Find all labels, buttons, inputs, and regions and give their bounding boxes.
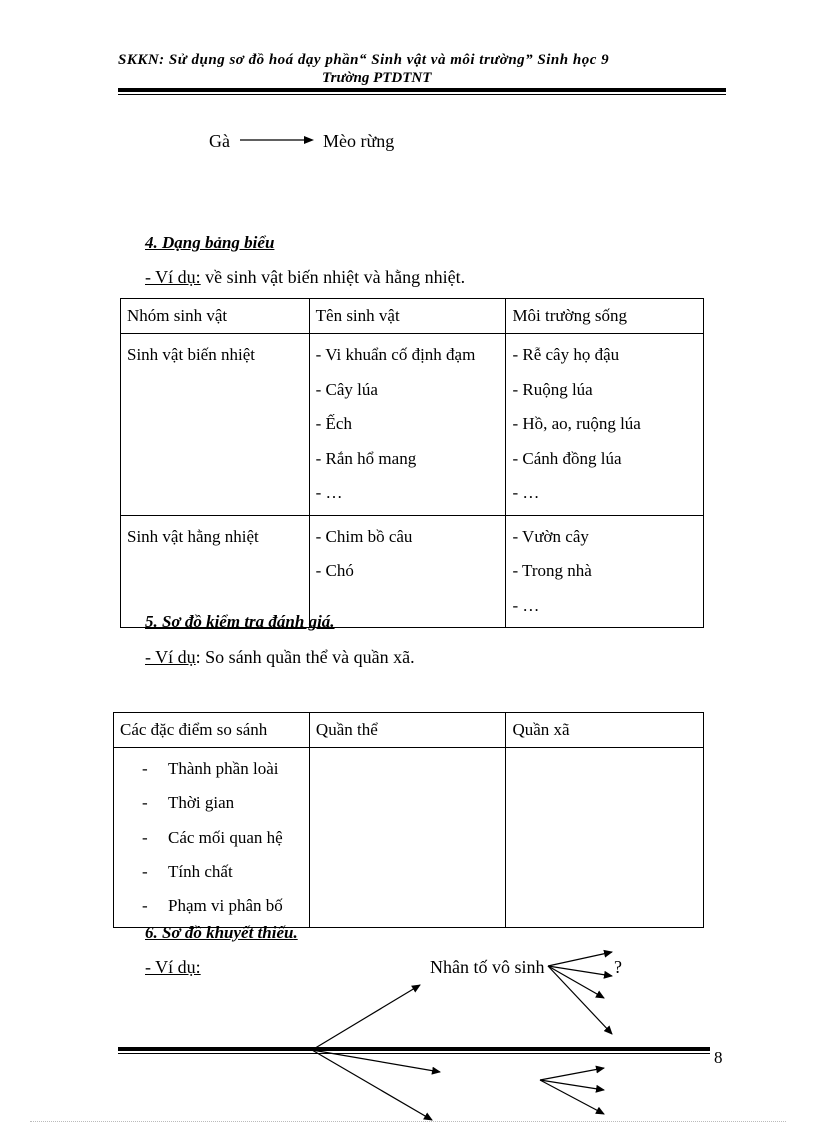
list-item: - Các mối quan hệ [142,827,283,847]
list-item: - Hồ, ao, ruộng lúa [512,414,641,433]
list-item: - Tính chất [142,861,233,881]
list-item: - … [315,483,343,502]
diagram-arrow [540,1068,604,1080]
diagram-arrow [312,985,420,1050]
list-item: - Rễ cây họ đậu [512,345,620,364]
section5-heading: 5. Sơ đồ kiểm tra đánh giá. [145,612,335,631]
table-header-cell: Nhóm sinh vật [121,299,310,334]
example-text: về sinh vật biến nhiệt và hằng nhiệt. [200,267,466,287]
list-item: - Trong nhà [512,561,592,580]
diagram-question-mark: ? [614,957,622,977]
list-item: - Ếch [315,414,352,433]
header-title: SKKN: Sử dụng sơ đồ hoá dạy phần“ Sinh vật và môi trường” Sinh học 9 [118,52,610,68]
table-header-cell: Quần xã [506,713,704,748]
list-item: - Phạm vi phân bố [142,896,283,916]
section4-heading: 4. Dạng bảng biểu [145,233,275,252]
example-label: - Ví dụ [145,647,196,667]
section6-heading: 6. Sơ đồ khuyết thiếu. [145,923,298,942]
group-cell: Sinh vật hằng nhiệt [121,515,310,628]
table-header-cell: Quần thể [309,713,506,748]
list-item: - … [512,483,540,502]
food-chain-to: Mèo rừng [323,131,395,151]
list-item: - Chó [315,561,354,580]
list-item: - Ruộng lúa [512,379,593,399]
section6-example: - Ví dụ: [145,957,201,977]
diagram-arrow [548,952,612,966]
list-item: - Cánh đồng lúa [512,448,622,468]
table-header-cell: Tên sinh vật [309,299,506,334]
example-text: : So sánh quần thể và quần xã. [195,647,415,667]
food-chain-from: Gà [209,131,230,151]
diagram-label-abiotic: Nhân tố vô sinh [430,957,545,977]
list-item: - Vi khuẩn cố định đạm [315,345,476,364]
diagram-arrow [548,966,612,1034]
list-item: - Vườn cây [512,526,589,546]
list-item: - … [512,595,540,615]
footer-rule-thin [118,1053,710,1054]
header-school: Trường PTDTNT [322,70,432,86]
page-number: 8 [714,1048,723,1067]
group-cell: Sinh vật biến nhiệt [121,334,310,516]
list-item: - Cây lúa [315,379,378,399]
table-header-cell: Các đặc điểm so sánh [114,713,310,748]
footer-rule [118,1047,710,1051]
list-item: - Thời gian [142,793,235,813]
list-item: - Chim bồ câu [315,526,413,546]
example-label: - Ví dụ: [145,267,201,287]
list-item: - Thành phần loài [142,759,279,778]
list-item: - Rắn hổ mang [315,448,417,468]
page-edge-divider [30,1121,786,1122]
table-header-cell: Môi trường sống [506,299,704,334]
